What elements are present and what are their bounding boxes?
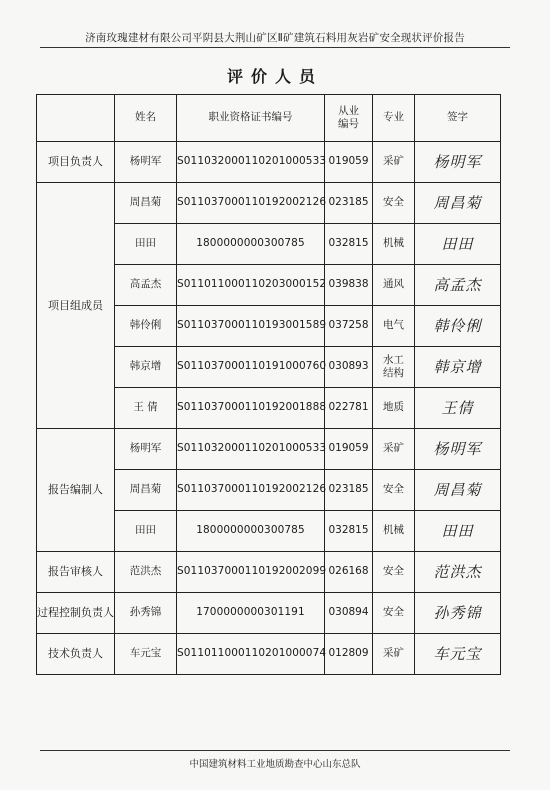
signature: 周昌菊 bbox=[415, 183, 501, 224]
signature: 范洪杰 bbox=[415, 552, 501, 593]
specialty-cell: 安全 bbox=[373, 552, 415, 593]
specialty-cell: 安全 bbox=[373, 593, 415, 634]
specialty-cell: 采矿 bbox=[373, 142, 415, 183]
document-header: 济南玫瑰建材有限公司平阴县大荆山矿区Ⅱ矿建筑石料用灰岩矿安全现状评价报告 bbox=[85, 32, 465, 44]
employment-number-cell: 019059 bbox=[325, 429, 373, 470]
employment-number-cell: 039838 bbox=[325, 265, 373, 306]
document-footer: 中国建筑材料工业地质勘查中心山东总队 bbox=[189, 759, 361, 770]
column-header: 从业 编号 bbox=[325, 95, 373, 142]
signature: 田田 bbox=[415, 511, 501, 552]
name-cell: 孙秀锦 bbox=[115, 593, 177, 634]
footer-rule bbox=[40, 750, 510, 751]
name-cell: 周昌菊 bbox=[115, 183, 177, 224]
table-row bbox=[37, 142, 501, 183]
signature: 杨明军 bbox=[415, 142, 501, 183]
signature: 孙秀锦 bbox=[415, 593, 501, 634]
role-cell: 过程控制负责人 bbox=[37, 593, 115, 634]
role-cell: 技术负责人 bbox=[37, 634, 115, 675]
employment-number-cell: 026168 bbox=[325, 552, 373, 593]
employment-number-cell: 022781 bbox=[325, 388, 373, 429]
table-header-row bbox=[37, 95, 501, 142]
table-row bbox=[37, 183, 501, 224]
cert-number-cell: S011037000110192002099 bbox=[177, 552, 325, 593]
specialty-cell: 地质 bbox=[373, 388, 415, 429]
role-cell: 报告审核人 bbox=[37, 552, 115, 593]
column-header: 签字 bbox=[415, 95, 501, 142]
cert-number-cell: S011032000110201000533 bbox=[177, 429, 325, 470]
employment-number-cell: 030894 bbox=[325, 593, 373, 634]
specialty-cell: 安全 bbox=[373, 183, 415, 224]
cert-number-cell: S011037000110192002126 bbox=[177, 470, 325, 511]
cert-number-cell: S011032000110201000533 bbox=[177, 142, 325, 183]
employment-number-cell: 019059 bbox=[325, 142, 373, 183]
signature: 周昌菊 bbox=[415, 470, 501, 511]
specialty-cell: 电气 bbox=[373, 306, 415, 347]
cert-number-cell: S011037000110192002126 bbox=[177, 183, 325, 224]
personnel-table bbox=[36, 94, 501, 675]
employment-number-cell: 032815 bbox=[325, 511, 373, 552]
role-cell: 项目负责人 bbox=[37, 142, 115, 183]
header-rule bbox=[40, 47, 510, 48]
signature: 王倩 bbox=[415, 388, 501, 429]
employment-number-cell: 032815 bbox=[325, 224, 373, 265]
employment-number-cell: 023185 bbox=[325, 470, 373, 511]
name-cell: 田田 bbox=[115, 224, 177, 265]
signature: 田田 bbox=[415, 224, 501, 265]
role-column-header bbox=[37, 95, 115, 142]
specialty-cell: 机械 bbox=[373, 224, 415, 265]
employment-number-cell: 012809 bbox=[325, 634, 373, 675]
page-title: 评价人员 bbox=[226, 67, 323, 86]
employment-number-cell: 023185 bbox=[325, 183, 373, 224]
specialty-cell: 安全 bbox=[373, 470, 415, 511]
cert-number-cell: S011037000110191000760 bbox=[177, 347, 325, 388]
specialty-cell: 机械 bbox=[373, 511, 415, 552]
signature: 杨明军 bbox=[415, 429, 501, 470]
name-cell: 周昌菊 bbox=[115, 470, 177, 511]
cert-number-cell: S011037000110193001589 bbox=[177, 306, 325, 347]
cert-number-cell: S011011000110203000152 bbox=[177, 265, 325, 306]
name-cell: 杨明军 bbox=[115, 429, 177, 470]
cert-number-cell: S011011000110201000074 bbox=[177, 634, 325, 675]
cert-number-cell: 1800000000300785 bbox=[177, 224, 325, 265]
name-cell: 杨明军 bbox=[115, 142, 177, 183]
cert-number-cell: 1700000000301191 bbox=[177, 593, 325, 634]
table-row bbox=[37, 429, 501, 470]
name-cell: 范洪杰 bbox=[115, 552, 177, 593]
name-cell: 高孟杰 bbox=[115, 265, 177, 306]
name-cell: 韩京增 bbox=[115, 347, 177, 388]
table-body bbox=[37, 142, 501, 675]
specialty-cell: 采矿 bbox=[373, 634, 415, 675]
column-header: 姓名 bbox=[115, 95, 177, 142]
cert-number-cell: S011037000110192001888 bbox=[177, 388, 325, 429]
signature: 韩伶俐 bbox=[415, 306, 501, 347]
employment-number-cell: 030893 bbox=[325, 347, 373, 388]
specialty-cell: 水工 结构 bbox=[373, 347, 415, 388]
column-header: 职业资格证书编号 bbox=[177, 95, 325, 142]
table-row bbox=[37, 593, 501, 634]
name-cell: 韩伶俐 bbox=[115, 306, 177, 347]
name-cell: 王 倩 bbox=[115, 388, 177, 429]
role-cell: 报告编制人 bbox=[37, 429, 115, 552]
table-row bbox=[37, 634, 501, 675]
column-header: 专业 bbox=[373, 95, 415, 142]
name-cell: 田田 bbox=[115, 511, 177, 552]
specialty-cell: 采矿 bbox=[373, 429, 415, 470]
specialty-cell: 通风 bbox=[373, 265, 415, 306]
signature: 韩京增 bbox=[415, 347, 501, 388]
cert-number-cell: 1800000000300785 bbox=[177, 511, 325, 552]
role-cell: 项目组成员 bbox=[37, 183, 115, 429]
signature: 车元宝 bbox=[415, 634, 501, 675]
table-row bbox=[37, 552, 501, 593]
name-cell: 车元宝 bbox=[115, 634, 177, 675]
signature: 高孟杰 bbox=[415, 265, 501, 306]
employment-number-cell: 037258 bbox=[325, 306, 373, 347]
